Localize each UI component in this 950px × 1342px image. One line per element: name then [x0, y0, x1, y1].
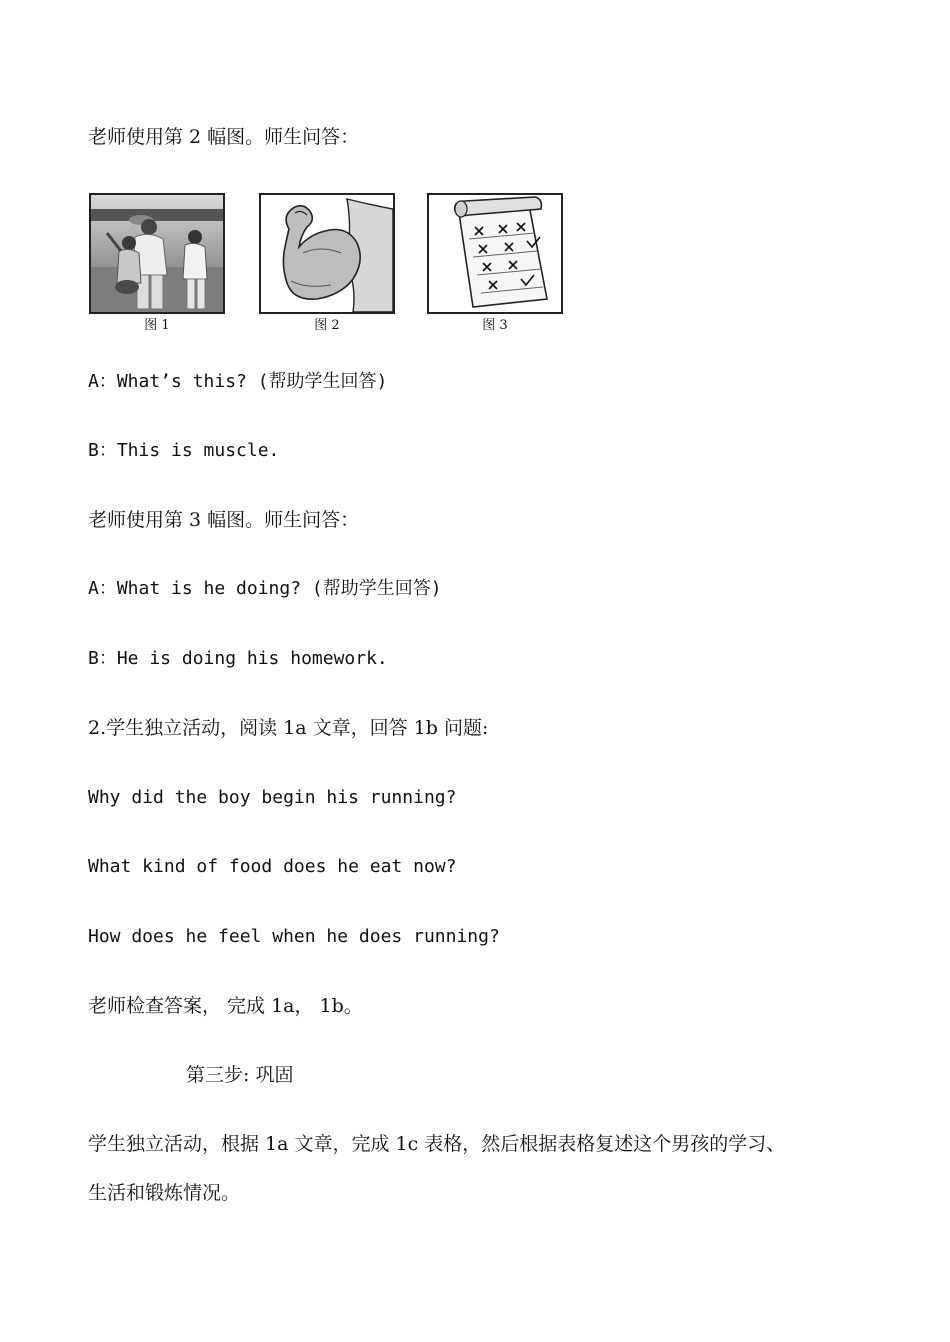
figure-1-caption: 图 1 — [144, 318, 170, 333]
text-line-10: How does he feel when he does running? — [88, 926, 500, 947]
text-line-14: 生活和锻炼情况。 — [88, 1182, 241, 1204]
text-line-7: 2.学生独立活动，阅读 1a 文章，回答 1b 问题: — [88, 717, 489, 739]
figure-3-caption: 图 3 — [482, 318, 508, 333]
section-heading-step-3: 第三步: 巩固 — [186, 1064, 294, 1086]
figure-3-homework — [427, 193, 563, 314]
text-line-3: B：This is muscle. — [88, 440, 280, 461]
text-line-6: B：He is doing his homework. — [88, 648, 388, 669]
text-line-9: What kind of food does he eat now? — [88, 856, 457, 877]
text-line-13: 学生独立活动，根据 1a 文章，完成 1c 表格，然后根据表格复述这个男孩的学习、 — [88, 1133, 786, 1155]
figure-2-caption: 图 2 — [314, 318, 340, 333]
flexed-arm-image — [261, 195, 393, 312]
figure-1-photo — [89, 193, 225, 314]
text-line-2: A：What’s this? (帮助学生回答) — [88, 371, 388, 392]
text-line-1: 老师使用第 2 幅图。师生问答： — [88, 126, 360, 148]
homework-paper-image — [429, 195, 561, 312]
baseball-photo-image — [91, 195, 223, 312]
text-line-4: 老师使用第 3 幅图。师生问答： — [88, 509, 360, 531]
text-line-8: Why did the boy begin his running? — [88, 787, 457, 808]
text-line-11: 老师检查答案， 完成 1a， 1b。 — [88, 995, 363, 1017]
text-line-5: A：What is he doing? (帮助学生回答) — [88, 578, 442, 599]
figure-2-muscle — [259, 193, 395, 314]
